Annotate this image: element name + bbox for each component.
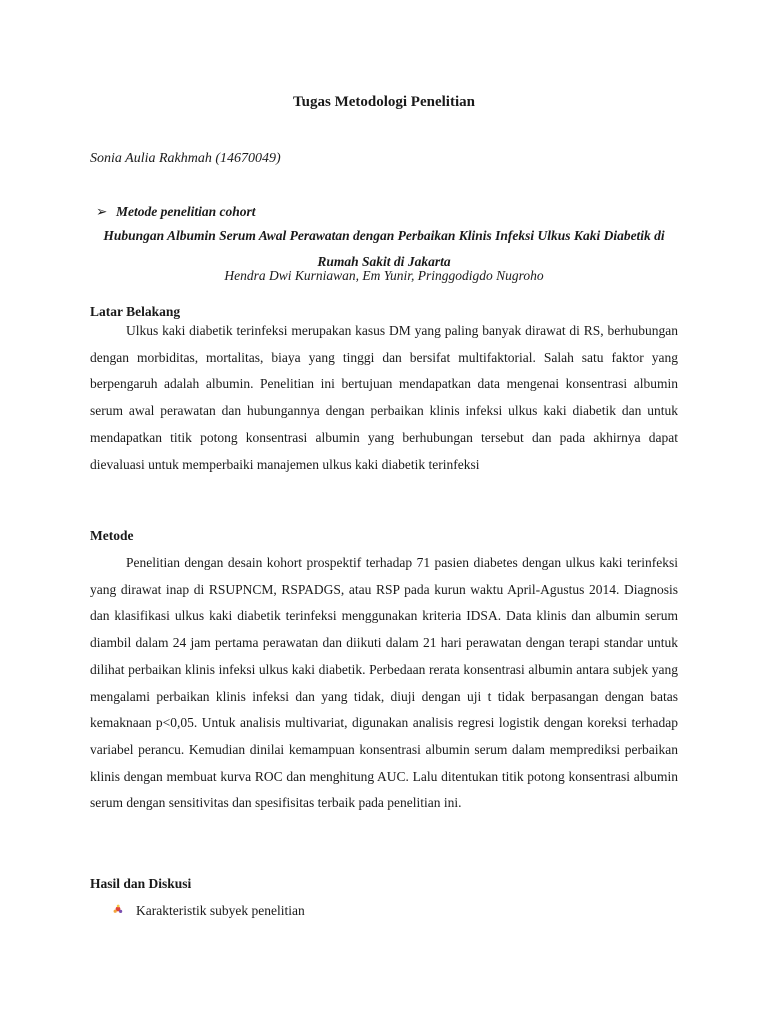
- method-label: Metode penelitian cohort: [116, 204, 256, 219]
- author-line: Sonia Aulia Rakhmah (14670049): [90, 151, 281, 166]
- section-heading-results: Hasil dan Diskusi: [90, 876, 192, 891]
- method-bullet-line: [96, 204, 256, 220]
- results-bullet-item: [112, 903, 305, 919]
- colored-bullet-icon: [112, 903, 136, 919]
- paper-authors: Hendra Dwi Kurniawan, Em Yunir, Pringgodigdo Nugroho: [224, 268, 544, 283]
- section-heading-method: Metode: [90, 528, 134, 543]
- arrow-bullet-icon: ➢: [96, 204, 108, 219]
- paper-title: Hubungan Albumin Serum Awal Perawatan dengan Perbaikan Klinis Infeksi Ulkus Kaki Diabetik di Rumah Sakit di Jakarta: [103, 228, 665, 269]
- document-title: Tugas Metodologi Penelitian: [293, 94, 475, 110]
- section-heading-background: Latar Belakang: [90, 304, 181, 319]
- paragraph-method: Penelitian dengan desain kohort prospektif terhadap 71 pasien diabetes dengan ulkus kaki terinfeksi yang dirawat inap di RSUPNCM, RSPADGS, atau RSP pada kurun waktu April-Agustus 2014. Diagnosis dan klasifikasi ulkus kaki diabetik terinfeksi menggunakan kriteria IDSA. Data klinis dan albumin serum diambil dalam 24 jam pertama perawatan dan diikuti dalam 21 hari perawatan dengan terapi standar untuk dilihat perbaikan klinis infeksi ulkus kaki diabetik. Perbedaan rerata konsentrasi albumin antara subjek yang mengalami perbaikan klinis infeksi dan yang tidak, diuji dengan uji t tidak berpasangan dengan batas kemaknaan p<0,05. Untuk analisis multivariat, digunakan analisis regresi logistik dengan koreksi terhadap variabel perancu. Kemudian dinilai kemampuan konsentrasi albumin serum dalam memprediksi perbaikan klinis dengan membuat kurva ROC dan menghitung AUC. Lalu ditentukan titik potong konsentrasi albumin serum dengan sensitivitas dan spesifisitas terbaik pada penelitian ini.: [90, 555, 678, 811]
- results-bullet-text: Karakteristik subyek penelitian: [136, 903, 305, 918]
- paragraph-background: Ulkus kaki diabetik terinfeksi merupakan kasus DM yang paling banyak dirawat di RS, berhubungan dengan morbiditas, mortalitas, biaya yang tinggi dan bersifat multifaktorial. Salah satu faktor yang berpengaruh adalah albumin. Penelitian ini bertujuan mendapatkan data mengenai konsentrasi albumin serum awal perawatan dan hubungannya dengan perbaikan klinis infeksi ulkus kaki diabetik dan untuk mendapatkan titik potong konsentrasi albumin yang berhubungan tersebut dan pada akhirnya dapat dievaluasi untuk memperbaiki manajemen ulkus kaki diabetik terinfeksi: [90, 323, 678, 472]
